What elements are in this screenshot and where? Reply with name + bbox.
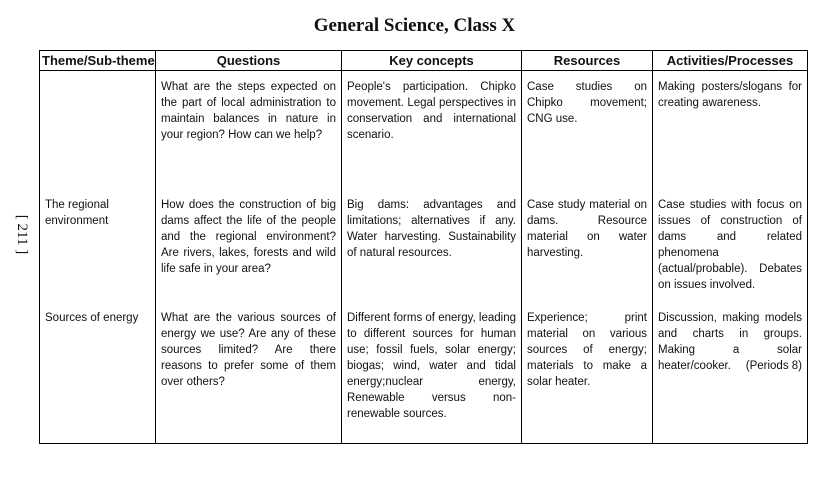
- header-theme: Theme/Sub-theme: [40, 51, 156, 71]
- key-concepts-cell: Different forms of energy, leading to different sources for human use; fossil fuels, solar energy; biogas; wind, water and tidal energy;nuclear energy, Renewable versus non-renewable sources.: [347, 312, 516, 420]
- activities-cell: Case studies with focus on issues of construction of dams and related phenomena (actual/probable). Debates on issues involved.: [658, 199, 802, 291]
- resources-cell: Experience; print material on various sources of energy; materials to make a solar heater.: [527, 312, 647, 388]
- key-concepts-cell: Big dams: advantages and limitations; alternatives if any. Water harvesting. Sustainability of natural resources.: [347, 199, 516, 259]
- questions-cell: What are the various sources of energy we use? Are any of these sources limited? Are there reasons to prefer some of them over others?: [161, 312, 336, 388]
- questions-column: [156, 71, 342, 444]
- header-resources: Resources: [522, 51, 653, 71]
- theme-cell: Sources of energy: [45, 312, 139, 324]
- questions-cell: What are the steps expected on the part of local administration to maintain balances in nature in your region? How can we help?: [161, 81, 336, 141]
- resources-column: [522, 71, 653, 444]
- activities-column: [653, 71, 808, 444]
- activities-cell: Discussion, making models and charts in groups. Making a solar heater/cooker.: [658, 312, 802, 372]
- theme-column: [40, 71, 156, 444]
- header-questions: Questions: [156, 51, 342, 71]
- resources-cell: Case study material on dams. Resource material on water harvesting.: [527, 199, 647, 259]
- key-concepts-cell: People's participation. Chipko movement. Legal perspectives in conservation and international scenario.: [347, 81, 516, 141]
- syllabus-table: [39, 50, 808, 444]
- activities-cell: Making posters/slogans for creating awareness.: [658, 81, 802, 109]
- page-number-text: [ 211 ]: [14, 214, 31, 255]
- resources-cell: Case studies on Chipko movement; CNG use.: [527, 81, 647, 125]
- page-title: General Science, Class X: [313, 15, 516, 36]
- header-key-concepts: Key concepts: [342, 51, 522, 71]
- theme-cell: The regional environment: [45, 199, 109, 227]
- questions-cell: How does the construction of big dams affect the life of the people and the regional environment? Are rivers, lakes, forests and wild life safe in your area?: [161, 199, 336, 275]
- periods-label: (Periods 8): [745, 360, 802, 372]
- table-header-row: [40, 51, 808, 71]
- header-activities: Activities/Processes: [653, 51, 808, 71]
- page-number: [12, 212, 42, 262]
- table-body-row: [40, 71, 808, 444]
- key-concepts-column: [342, 71, 522, 444]
